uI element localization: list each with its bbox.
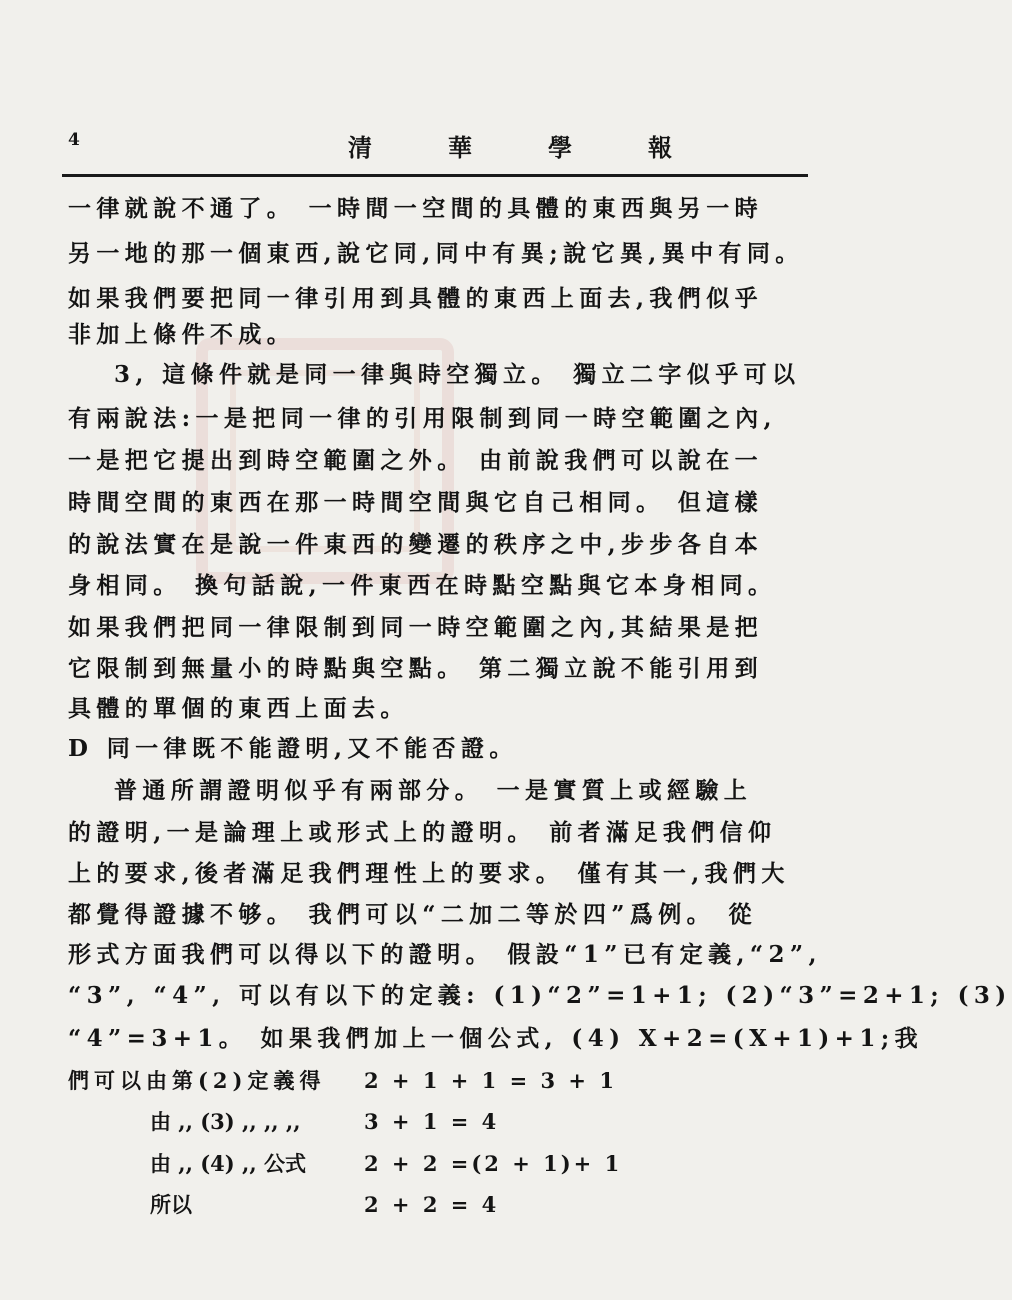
equation-label: 由 ,, (3) ,, ,, ,, bbox=[150, 1109, 301, 1134]
equation-label: 所以 bbox=[150, 1192, 192, 1217]
journal-title-char: 學 bbox=[548, 133, 572, 162]
text-line: 具體的單個的東西上面去。 bbox=[68, 695, 409, 722]
text-line: 它限制到無量小的時點與空點。 第二獨立說不能引用到 bbox=[68, 655, 764, 682]
text-line: 一是把它提出到時空範圍之外。 由前說我們可以說在一 bbox=[68, 447, 764, 474]
header-rule bbox=[62, 174, 808, 177]
text-line: 上的要求,後者滿足我們理性上的要求。 僅有其一,我們大 bbox=[68, 860, 790, 887]
equation-label: 們可以由第(2)定義得 bbox=[68, 1068, 326, 1093]
equation-expression: 2 + 1 + 1 = 3 + 1 bbox=[364, 1068, 617, 1093]
text-line: 另一地的那一個東西,說它同,同中有異;說它異,異中有同。 bbox=[68, 240, 804, 267]
text-line: 的證明,一是論理上或形式上的證明。 前者滿足我們信仰 bbox=[68, 819, 777, 846]
text-line: 普通所謂證明似乎有兩部分。 一是實質上或經驗上 bbox=[114, 777, 753, 804]
text-line: 如果我們把同一律限制到同一時空範圍之內,其結果是把 bbox=[68, 614, 764, 641]
equation-expression: 2 + 2 = 4 bbox=[364, 1192, 500, 1217]
journal-title-char: 報 bbox=[648, 133, 672, 162]
text-line: 形式方面我們可以得以下的證明。 假設“1”已有定義,“2”, bbox=[68, 941, 822, 968]
text-line: 都覺得證據不够。 我們可以“二加二等於四”爲例。 從 bbox=[68, 901, 757, 928]
text-line: 有兩說法:一是把同一律的引用限制到同一時空範圍之內, bbox=[68, 405, 777, 432]
text-line: 非加上條件不成。 bbox=[68, 321, 296, 348]
equation-expression: 2 + 2 =(2 + 1)+ 1 bbox=[364, 1151, 623, 1176]
text-line: 時間空間的東西在那一時間空間與它自己相同。 但這樣 bbox=[68, 489, 764, 516]
journal-title-char: 清 bbox=[348, 133, 372, 162]
journal-title-char: 華 bbox=[448, 133, 472, 162]
text-line: 如果我們要把同一律引用到具體的東西上面去,我們似乎 bbox=[68, 285, 764, 312]
text-line: “3”, “4”, 可以有以下的定義: (1)“2”=1+1; (2)“3”=2+1; (3) bbox=[68, 982, 1012, 1009]
equation-label: 由 ,, (4) ,, 公式 bbox=[150, 1151, 306, 1176]
text-line: D 同一律既不能證明,又不能否證。 bbox=[68, 735, 518, 762]
text-line: “4”=3+1。 如果我們加上一個公式, (4) X+2=(X+1)+1;我 bbox=[68, 1025, 924, 1052]
page-header bbox=[68, 128, 810, 168]
text-line: 一律就說不通了。 一時間一空間的具體的東西與另一時 bbox=[68, 195, 764, 222]
equation-expression: 3 + 1 = 4 bbox=[364, 1109, 500, 1134]
text-line: 3, 這條件就是同一律與時空獨立。 獨立二字似乎可以 bbox=[114, 361, 801, 388]
journal-title bbox=[348, 128, 672, 163]
text-line: 的說法實在是說一件東西的變遷的秩序之中,步步各自本 bbox=[68, 531, 764, 558]
page-number: 4 bbox=[68, 130, 80, 150]
text-line: 身相同。 換句話說,一件東西在時點空點與它本身相同。 bbox=[68, 572, 777, 599]
